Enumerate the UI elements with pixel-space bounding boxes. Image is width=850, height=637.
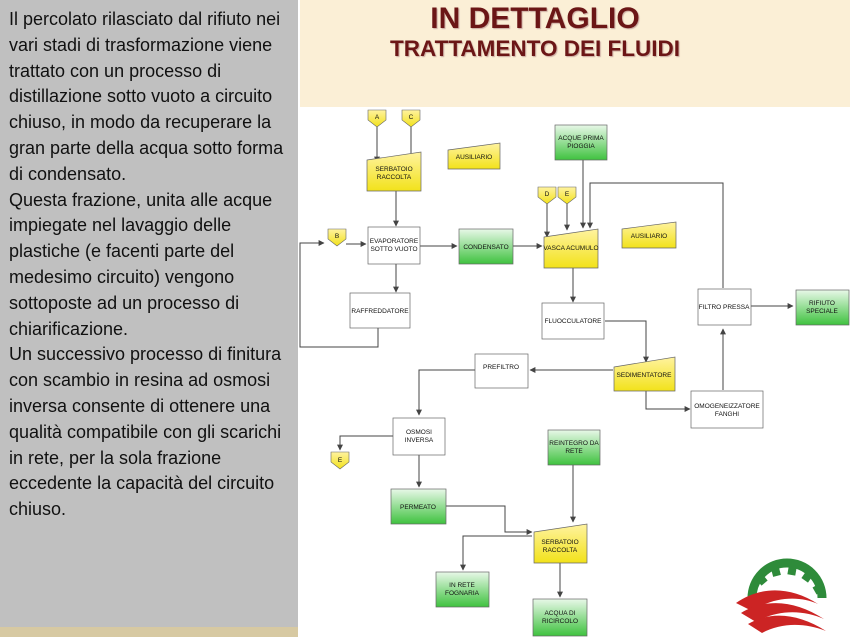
node-filtro-pressa bbox=[698, 289, 751, 325]
connector-e-bottom-label: E bbox=[337, 457, 343, 464]
node-raffreddatore bbox=[350, 293, 410, 328]
node-evaporatore bbox=[368, 227, 420, 264]
node-filtro-pressa-label: FILTRO PRESSA bbox=[698, 304, 750, 311]
node-acque-prima-pioggia-line2: PIOGGIA bbox=[567, 143, 595, 150]
node-acque-prima-pioggia-line1: ACQUE PRIMA bbox=[558, 135, 604, 142]
node-reintegro-da-rete bbox=[548, 430, 600, 465]
edge-flocculatore-sedimentatore bbox=[605, 321, 646, 362]
node-in-rete-fognaria-line2: FOGNARIA bbox=[445, 590, 479, 597]
edge-prefiltro-osmosi bbox=[419, 370, 475, 415]
node-serbatoio-raccolta-bottom-line1: SERBATOIO bbox=[541, 539, 579, 546]
edge-permeato-serbatoio bbox=[446, 506, 532, 532]
node-permeato bbox=[391, 489, 446, 524]
node-rifiuto-speciale bbox=[796, 290, 849, 325]
node-sedimentatore-label: SEDIMENTATORE bbox=[616, 372, 672, 379]
connector-a bbox=[368, 110, 386, 127]
connector-e-bottom bbox=[331, 452, 349, 469]
node-ausiliario-top bbox=[448, 143, 500, 169]
node-serbatoio-raccolta-top-line1: SERBATOIO bbox=[375, 166, 413, 173]
node-prefiltro bbox=[475, 354, 528, 388]
connector-a-label: A bbox=[374, 114, 380, 121]
node-sedimentatore bbox=[614, 357, 675, 391]
node-ausiliario-right-label: AUSILIARIO bbox=[630, 233, 668, 240]
connector-e-top-label: E bbox=[564, 191, 570, 198]
node-acque-prima-pioggia bbox=[555, 125, 607, 160]
page-subtitle: TRATTAMENTO DEI FLUIDI bbox=[390, 36, 680, 61]
node-ausiliario-right bbox=[622, 222, 676, 248]
node-permeato-label: PERMEATO bbox=[400, 504, 436, 511]
node-reintegro-da-rete-line2: RETE bbox=[565, 448, 583, 455]
description-text: Il percolato rilasciato dal rifiuto nei vari stadi di trasformazione viene trattato con un processo di distillazione sotto vuoto a circuito chiuso, in modo da recuperare la gran parte della acqua sotto forma di condensato. Questa frazione, unita alle acque impiegate nel lavaggio delle plastiche (e facenti parte del medesimo circuito) vengono sottoposte ad un processo di chiarificazione. Un successivo processo di finitura con scambio in resina ad osmosi inversa consente di ottenere una qualità compatibile con gli scarichi in rete, per la sola frazione eccedente la capacità del circuito chiuso. bbox=[9, 9, 284, 520]
node-ausiliario-top-label: AUSILIARIO bbox=[455, 154, 493, 161]
swoosh-icon bbox=[736, 590, 826, 633]
node-serbatoio-raccolta-bottom bbox=[534, 524, 587, 563]
node-evaporatore-line1: EVAPORATORE bbox=[369, 238, 419, 245]
node-acqua-di-ricircolo-line1: ACQUA DI bbox=[544, 610, 576, 617]
node-condensato bbox=[459, 229, 513, 264]
node-rifiuto-speciale-line1: RIFIUTO bbox=[809, 300, 835, 307]
node-prefiltro-label: PREFILTRO bbox=[483, 364, 519, 371]
connector-d-label: D bbox=[544, 191, 550, 198]
node-in-rete-fognaria bbox=[436, 572, 489, 607]
node-osmosi-inversa-line2: INVERSA bbox=[404, 437, 434, 444]
node-omogeneizzatore-line2: FANGHI bbox=[714, 411, 740, 418]
node-vasca-accumulo bbox=[543, 229, 598, 268]
node-serbatoio-raccolta-top-line2: RACCOLTA bbox=[376, 174, 412, 181]
edge-sedimentatore-omogeneizzatore bbox=[646, 390, 690, 409]
node-acqua-di-ricircolo-line2: RICIRCOLO bbox=[541, 618, 579, 625]
node-serbatoio-raccolta-top bbox=[367, 152, 421, 191]
node-acqua-di-ricircolo bbox=[533, 599, 587, 636]
node-osmosi-inversa bbox=[393, 418, 445, 455]
node-rifiuto-speciale-line2: SPECIALE bbox=[806, 308, 838, 315]
connector-b-label: B bbox=[334, 233, 340, 240]
node-raffreddatore-label: RAFFREDDATORE bbox=[351, 308, 409, 315]
node-flocculatore bbox=[542, 303, 604, 339]
node-osmosi-inversa-line1: OSMOSI bbox=[405, 429, 433, 436]
connector-c-label: C bbox=[408, 114, 414, 121]
node-omogeneizzatore-line1: OMOGENEIZZATORE bbox=[694, 403, 760, 410]
node-reintegro-da-rete-line1: REINTEGRO DA bbox=[549, 440, 599, 447]
node-vasca-accumulo-label: VASCA ACUMULO bbox=[543, 245, 599, 252]
company-logo bbox=[736, 563, 826, 633]
connector-e-top bbox=[558, 187, 576, 204]
node-evaporatore-line2: SOTTO VUOTO bbox=[370, 246, 418, 253]
node-condensato-label: CONDENSATO bbox=[463, 244, 509, 251]
node-omogeneizzatore bbox=[691, 391, 763, 428]
node-in-rete-fognaria-line1: IN RETE bbox=[449, 582, 475, 589]
connector-c bbox=[402, 110, 420, 127]
edge-serbatoio-fognaria bbox=[463, 536, 532, 570]
connector-b bbox=[328, 229, 346, 246]
connector-d bbox=[538, 187, 556, 204]
node-flocculatore-label: FLUOCCULATORE bbox=[544, 318, 602, 325]
node-serbatoio-raccolta-bottom-line2: RACCOLTA bbox=[542, 547, 578, 554]
page-title: IN DETTAGLIO bbox=[430, 2, 640, 35]
edge-osmosi-e bbox=[340, 436, 393, 450]
